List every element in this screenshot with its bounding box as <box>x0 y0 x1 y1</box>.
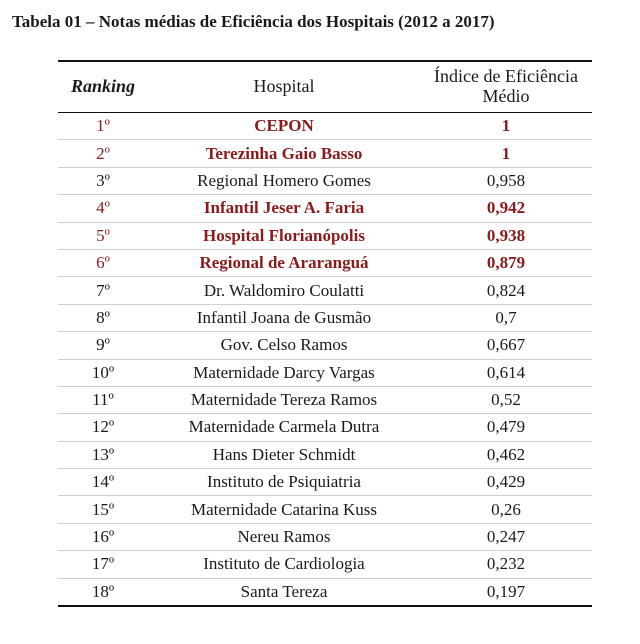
rank-cell: 4º <box>58 195 148 222</box>
index-cell: 0,7 <box>420 304 592 331</box>
rank-cell: 15º <box>58 496 148 523</box>
table-caption: Tabela 01 – Notas médias de Eficiência dos Hospitais (2012 a 2017) <box>12 12 495 31</box>
index-cell: 0,938 <box>420 222 592 249</box>
rank-cell: 2º <box>58 140 148 167</box>
table-body <box>58 113 592 607</box>
table-row <box>58 304 592 331</box>
index-cell: 0,232 <box>420 551 592 578</box>
table-row <box>58 222 592 249</box>
rank-cell: 13º <box>58 441 148 468</box>
rank-cell: 17º <box>58 551 148 578</box>
table-row <box>58 113 592 140</box>
index-cell: 0,879 <box>420 249 592 276</box>
rank-cell: 16º <box>58 523 148 550</box>
index-cell: 0,197 <box>420 578 592 606</box>
index-cell: 0,667 <box>420 332 592 359</box>
table-header <box>58 61 592 113</box>
rank-cell: 6º <box>58 249 148 276</box>
index-cell: 0,824 <box>420 277 592 304</box>
hospital-cell: Dr. Waldomiro Coulatti <box>148 277 420 304</box>
table-row <box>58 578 592 606</box>
index-cell: 0,614 <box>420 359 592 386</box>
index-cell: 0,26 <box>420 496 592 523</box>
index-cell: 1 <box>420 140 592 167</box>
hospital-cell: Hans Dieter Schmidt <box>148 441 420 468</box>
hospital-cell: Infantil Joana de Gusmão <box>148 304 420 331</box>
rank-cell: 18º <box>58 578 148 606</box>
rank-cell: 8º <box>58 304 148 331</box>
rank-cell: 1º <box>58 113 148 140</box>
hospital-cell: Nereu Ramos <box>148 523 420 550</box>
table-row <box>58 523 592 550</box>
hospital-cell: Gov. Celso Ramos <box>148 332 420 359</box>
header-index <box>420 61 592 113</box>
header-index-line1: Índice de Eficiência <box>434 66 578 86</box>
header-ranking: Ranking <box>70 76 136 96</box>
hospital-cell: Maternidade Darcy Vargas <box>148 359 420 386</box>
table-row <box>58 414 592 441</box>
index-cell: 0,958 <box>420 167 592 194</box>
table-row <box>58 167 592 194</box>
table-row <box>58 332 592 359</box>
table-row <box>58 140 592 167</box>
rank-cell: 5º <box>58 222 148 249</box>
index-cell: 0,942 <box>420 195 592 222</box>
hospital-cell: Infantil Jeser A. Faria <box>148 195 420 222</box>
index-cell: 0,52 <box>420 386 592 413</box>
table-row <box>58 551 592 578</box>
hospital-cell: Regional de Araranguá <box>148 249 420 276</box>
hospital-cell: Maternidade Tereza Ramos <box>148 386 420 413</box>
index-cell: 0,247 <box>420 523 592 550</box>
rank-cell: 9º <box>58 332 148 359</box>
rank-cell: 14º <box>58 469 148 496</box>
table-row <box>58 249 592 276</box>
index-cell: 0,462 <box>420 441 592 468</box>
table-row <box>58 386 592 413</box>
header-row <box>58 61 592 113</box>
table-row <box>58 496 592 523</box>
table-row <box>58 359 592 386</box>
rank-cell: 10º <box>58 359 148 386</box>
index-cell: 0,479 <box>420 414 592 441</box>
hospital-cell: Terezinha Gaio Basso <box>148 140 420 167</box>
hospital-cell: Maternidade Catarina Kuss <box>148 496 420 523</box>
efficiency-table <box>58 60 592 607</box>
rank-cell: 7º <box>58 277 148 304</box>
table-row <box>58 469 592 496</box>
hospital-cell: Regional Homero Gomes <box>148 167 420 194</box>
rank-cell: 11º <box>58 386 148 413</box>
hospital-cell: Instituto de Psiquiatria <box>148 469 420 496</box>
hospital-cell: CEPON <box>148 113 420 140</box>
index-cell: 1 <box>420 113 592 140</box>
header-hospital: Hospital <box>253 76 315 96</box>
rank-cell: 12º <box>58 414 148 441</box>
hospital-cell: Hospital Florianópolis <box>148 222 420 249</box>
hospital-cell: Santa Tereza <box>148 578 420 606</box>
hospital-cell: Instituto de Cardiologia <box>148 551 420 578</box>
hospital-cell: Maternidade Carmela Dutra <box>148 414 420 441</box>
header-index-line2: Médio <box>482 86 530 106</box>
table-row <box>58 277 592 304</box>
table-row <box>58 441 592 468</box>
rank-cell: 3º <box>58 167 148 194</box>
index-cell: 0,429 <box>420 469 592 496</box>
table-row <box>58 195 592 222</box>
